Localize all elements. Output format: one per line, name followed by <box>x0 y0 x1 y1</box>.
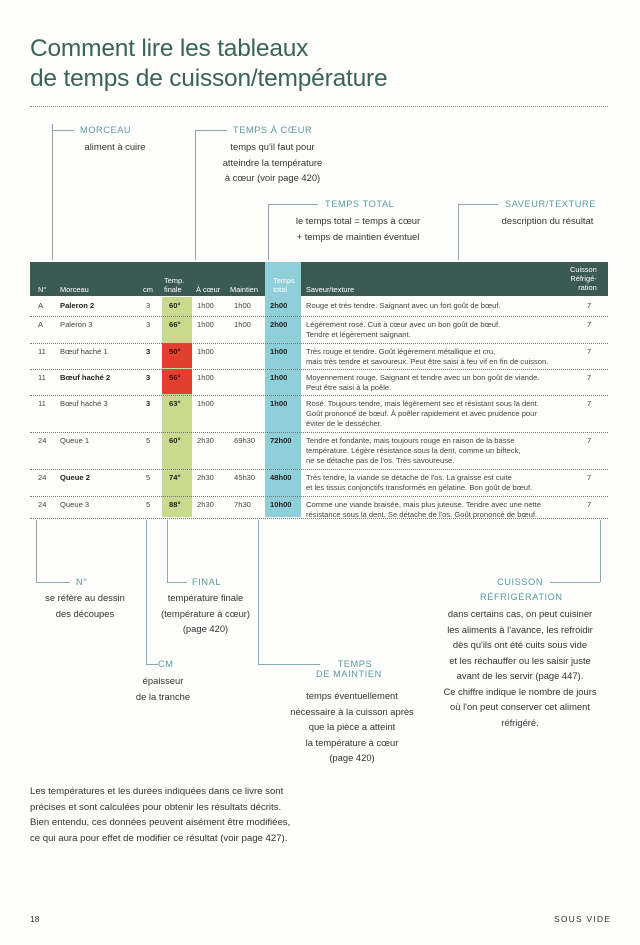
cell-maintien: 45h30 <box>234 473 256 482</box>
cell-morceau: Bœuf haché 1 <box>60 347 108 356</box>
callout-line-morceau-h <box>52 130 74 131</box>
cell-temp: 56° <box>169 373 181 382</box>
cell-total: 1h00 <box>270 373 288 382</box>
cell-saveur-line: Comme une viande braisée, mais plus juteuse. Tendre avec une nette <box>306 500 541 509</box>
callout-line-no-h <box>36 582 70 583</box>
footer-note: Les températures et les durées indiquées dans ce livre sont précises et sont calculées pour obtenir les résultats décrits. Bien entendu, ces données peuvent aisément être modifiées, ce qui aura pour effet de modifier ce résultat (voir page 427). <box>30 786 291 844</box>
cell-no: 24 <box>38 436 47 445</box>
callout-final-desc: température finale (température à cœur) (page 420) <box>160 592 251 634</box>
th-cm: cm <box>143 285 153 294</box>
cell-no: A <box>38 320 44 329</box>
callout-saveur-label: SAVEUR/TEXTURE <box>505 199 596 209</box>
cell-saveur-line: Rouge et très tendre. Saignant avec un fort goût de bœuf. <box>306 301 501 310</box>
th-no: N° <box>38 285 47 294</box>
cell-acoeur: 1h00 <box>197 320 214 329</box>
callout-line-no <box>36 520 37 582</box>
callout-final-label: FINAL <box>192 577 222 587</box>
cell-saveur-line: résistance sous la dent. Se détache de l'os. Goût prononcé de bœuf. <box>306 510 538 519</box>
cell-saveur-line: ne se détache pas de l'os. Très savoureuse. <box>306 456 455 465</box>
callout-maintien-label: TEMPS DE MAINTIEN <box>316 659 382 679</box>
callout-line-cm <box>146 520 147 664</box>
cell-saveur-line: Très tendre, la viande se détache de l'os. La graisse est cuite <box>306 473 512 482</box>
cell-total: 1h00 <box>270 347 288 356</box>
cell-cm: 5 <box>146 473 151 482</box>
callout-line-saveur <box>458 204 459 260</box>
callout-line-saveur-h <box>458 204 498 205</box>
callout-coeur-desc: temps qu'il faut pour atteindre la température à cœur (voir page 420) <box>222 141 323 183</box>
cell-acoeur: 1h00 <box>197 399 214 408</box>
cell-no: 11 <box>38 347 46 356</box>
th-maintien: Maintien <box>230 285 258 294</box>
cell-total: 10h00 <box>270 500 292 509</box>
th-morceau: Morceau <box>60 285 89 294</box>
cell-maintien: 1h00 <box>234 320 251 329</box>
callout-total-desc: le temps total = temps à cœur + temps de maintien éventuel <box>295 215 421 242</box>
cell-temp: 88° <box>169 500 181 509</box>
title-line-1: Comment lire les tableaux <box>30 35 309 62</box>
cell-morceau: Queue 3 <box>60 500 90 509</box>
cell-acoeur: 2h30 <box>197 436 214 445</box>
cell-no: 11 <box>38 399 46 408</box>
callout-line-cuisson-h <box>550 582 600 583</box>
callout-cm-desc: épaisseur de la tranche <box>135 675 191 702</box>
cell-saveur-line: mais très tendre et savoureux. Peut être saisi à feu vif en fin de cuisson. <box>306 357 549 366</box>
cell-temp: 60° <box>169 301 181 310</box>
cell-refrig: 7 <box>587 320 592 329</box>
cell-cm: 3 <box>146 301 151 310</box>
cell-temp: 74° <box>169 473 181 482</box>
cell-acoeur: 1h00 <box>197 301 214 310</box>
cell-temp: 63° <box>169 399 181 408</box>
cell-maintien: 69h30 <box>234 436 256 445</box>
cell-acoeur: 2h30 <box>197 473 214 482</box>
callout-saveur-desc: description du résultat <box>501 215 594 226</box>
callout-line-morceau <box>52 124 53 260</box>
cell-refrig: 7 <box>587 473 592 482</box>
callout-line-final-h <box>167 582 187 583</box>
callout-total-label: TEMPS TOTAL <box>325 199 395 209</box>
callout-morceau-desc: aliment à cuire <box>84 141 146 152</box>
th-acoeur: À cœur <box>196 285 221 294</box>
callout-no-label: N° <box>76 577 88 587</box>
cell-saveur-line: température. Légère résistance sous la dent, comme un bifteck, <box>306 446 521 455</box>
callout-line-maintien <box>258 520 259 664</box>
cell-no: 24 <box>38 473 47 482</box>
cell-morceau: Bœuf haché 2 <box>60 373 111 382</box>
callout-morceau-label: MORCEAU <box>80 125 132 135</box>
cell-morceau: Paleron 2 <box>60 301 95 310</box>
cell-cm: 3 <box>146 399 151 408</box>
callout-no-desc: se réfère au dessin des découpes <box>45 592 125 619</box>
callout-line-coeur-h <box>195 130 227 131</box>
page-title <box>30 34 387 94</box>
callout-cuisson-label-2: RÉFRIGÉRATION <box>480 592 563 602</box>
cell-acoeur: 1h00 <box>197 347 214 356</box>
callout-line-coeur <box>195 130 196 260</box>
th-cuisson: Cuisson Réfrigé- ration <box>570 265 597 292</box>
cell-maintien: 1h00 <box>234 301 251 310</box>
callout-line-cuisson <box>600 520 601 582</box>
cell-no: 24 <box>38 500 47 509</box>
cell-cm: 5 <box>146 500 151 509</box>
cell-refrig: 7 <box>587 436 592 445</box>
callout-line-total-h <box>268 204 318 205</box>
cell-saveur-line: Légèrement rosé. Cuit à cœur avec un bon goût de bœuf. <box>306 320 501 329</box>
cell-saveur-line: Peut être saisi à la poêle. <box>306 383 392 392</box>
cell-saveur-line: Très rouge et tendre. Goût légèrement métallique et cru, <box>306 347 496 356</box>
callout-maintien-desc: temps éventuellement nécessaire à la cuisson après que la pièce a atteint la température à cœur (page 420) <box>290 690 414 763</box>
cell-refrig: 7 <box>587 500 592 509</box>
cell-saveur-line: éviter de le dessécher. <box>306 419 382 428</box>
cell-morceau: Queue 1 <box>60 436 90 445</box>
callout-line-maintien-h <box>258 664 320 665</box>
cell-total: 2h00 <box>270 301 288 310</box>
callout-cuisson-label-1: CUISSON <box>497 577 544 587</box>
cell-morceau: Queue 2 <box>60 473 90 482</box>
cell-cm: 3 <box>146 320 151 329</box>
th-temp: Temp. finale <box>164 276 185 294</box>
cell-temp: 60° <box>169 436 181 445</box>
cell-total: 1h00 <box>270 399 288 408</box>
cell-refrig: 7 <box>587 347 592 356</box>
cell-saveur-line: Tendre et fondante, mais toujours rouge en raison de la basse <box>306 436 515 445</box>
th-total: Temps total <box>273 276 295 294</box>
cell-acoeur: 2h30 <box>197 500 214 509</box>
cell-total: 72h00 <box>270 436 292 445</box>
cell-cm: 3 <box>146 373 151 382</box>
page-number: 18 <box>30 914 40 924</box>
cell-total: 2h00 <box>270 320 288 329</box>
cell-acoeur: 1h00 <box>197 373 214 382</box>
cell-cm: 5 <box>146 436 151 445</box>
cell-temp: 66° <box>169 320 181 329</box>
title-divider <box>30 106 608 107</box>
callout-line-cm-h <box>146 664 158 665</box>
cell-maintien: 7h30 <box>234 500 251 509</box>
cell-refrig: 7 <box>587 399 592 408</box>
cell-saveur-line: Goût prononcé de bœuf. À poêler rapidement et avec prudence pour <box>306 409 537 418</box>
cell-saveur-line: et les tissus conjonctifs transformés en gélatine. Bon goût de bœuf. <box>306 483 533 492</box>
callout-cm-label: CM <box>158 659 174 669</box>
th-saveur: Saveur/texture <box>306 285 355 294</box>
callout-coeur-label: TEMPS À CŒUR <box>233 125 313 135</box>
cell-saveur-line: Tendre et légèrement saignant. <box>306 330 411 339</box>
cell-morceau: Bœuf haché 3 <box>60 399 108 408</box>
cell-no: A <box>38 301 44 310</box>
cell-morceau: Paleron 3 <box>60 320 93 329</box>
callout-cuisson-desc: dans certains cas, on peut cuisiner les aliments à l'avance, les refroidir dès qu'ils ont été cuits sous vide et les réchauffer ou les saisir juste avant de les servir (page 447). Ce chiffre indique le nombre de jours où l'on peut conserver cet aliment réfrigéré. <box>443 608 597 728</box>
callout-line-total <box>268 204 269 260</box>
cell-saveur-line: Moyennement rouge. Saignant et tendre avec un bon goût de viande. <box>306 373 540 382</box>
callout-line-final <box>167 520 168 582</box>
cell-no: 11 <box>38 373 46 382</box>
cell-saveur-line: Rosé. Toujours tendre, mais légèrement sec et résistant sous la dent. <box>306 399 539 408</box>
title-line-2: de temps de cuisson/température <box>30 65 388 92</box>
cell-total: 48h00 <box>270 473 292 482</box>
cell-cm: 3 <box>146 347 151 356</box>
book-title: SOUS VIDE <box>554 914 612 924</box>
cell-temp: 50° <box>169 347 181 356</box>
cell-refrig: 7 <box>587 301 592 310</box>
cell-refrig: 7 <box>587 373 592 382</box>
